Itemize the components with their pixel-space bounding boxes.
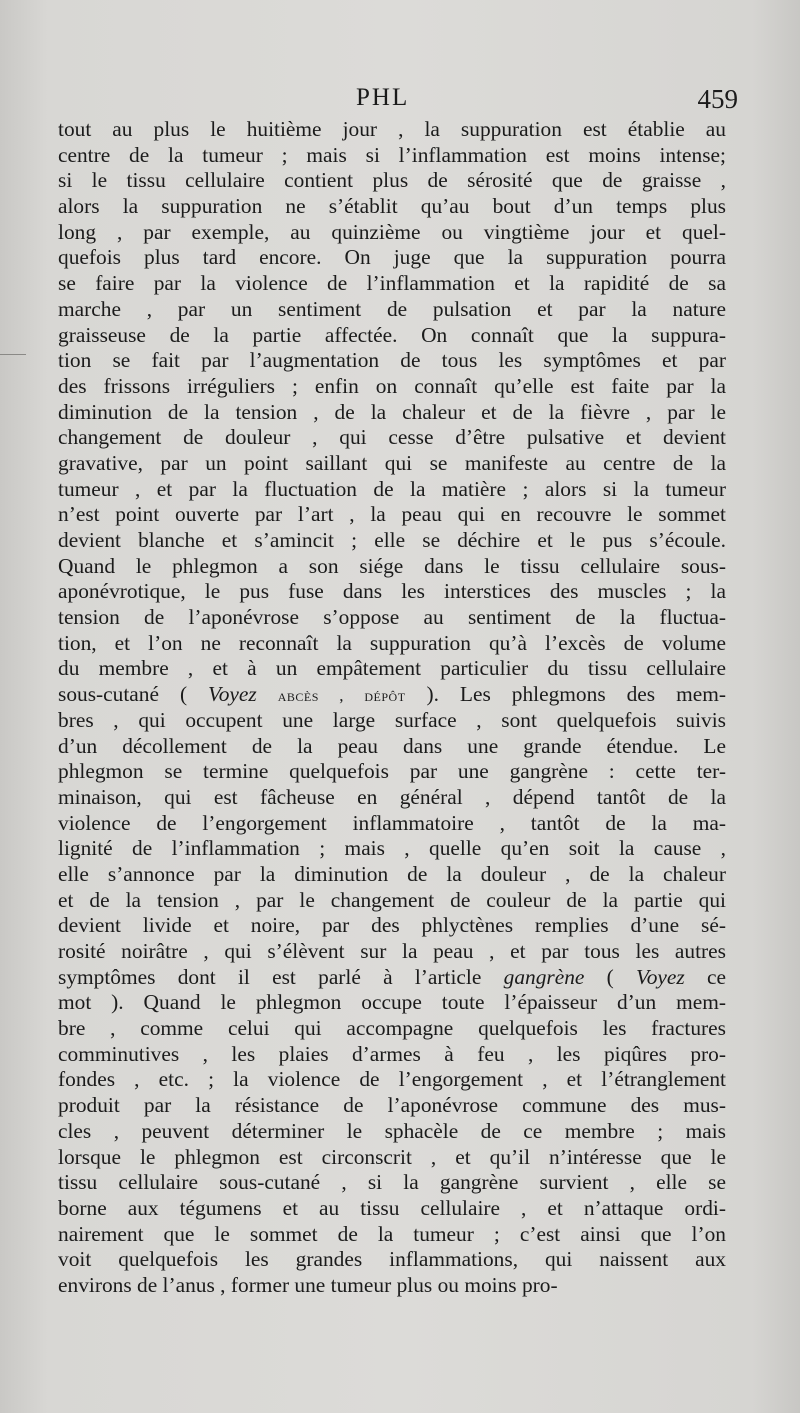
text-line: alors la suppuration ne s’établit qu’au bout d’un temps plus bbox=[58, 194, 726, 219]
text-line: tissu cellulaire sous-cutané , si la gangrène survient , elle se bbox=[58, 1170, 726, 1195]
text-fragment: ce bbox=[684, 964, 726, 989]
text-fragment: ). Les phlegmons des mem- bbox=[405, 682, 726, 707]
text-fragment: sous-cutané ( bbox=[58, 682, 209, 707]
text-line: tension de l’aponévrose s’oppose au sentiment de la fluctua- bbox=[58, 605, 726, 630]
text-line: tout au plus le huitième jour , la suppuration est établie au bbox=[58, 117, 726, 141]
text-line: changement de douleur , qui cesse d’être pulsative et devient bbox=[58, 425, 726, 450]
text-line: phlegmon se termine quelquefois par une gangrène : cette ter- bbox=[58, 759, 726, 784]
text-line: se faire par la violence de l’inflammation et la rapidité de sa bbox=[58, 271, 726, 296]
text-line: diminution de la tension , de la chaleur et de la fièvre , par le bbox=[58, 399, 726, 424]
text-line: comminutives , les plaies d’armes à feu , les piqûres pro- bbox=[58, 1041, 726, 1066]
text-line: bre , comme celui qui accompagne quelquefois les fractures bbox=[58, 1016, 726, 1041]
text-line: voit quelquefois les grandes inflammations, qui naissent aux bbox=[58, 1247, 726, 1272]
text-line: n’est point ouverte par l’art , la peau qui en recouvre le sommet bbox=[58, 502, 726, 527]
text-line: borne aux tégumens et au tissu cellulaire , et n’attaque ordi- bbox=[58, 1195, 726, 1220]
text-line: graisseuse de la partie affectée. On connaît que la suppura- bbox=[58, 322, 726, 347]
page-header bbox=[0, 84, 800, 118]
text-line: bres , qui occupent une large surface , sont quelquefois suivis bbox=[58, 707, 726, 732]
text-line: violence de l’engorgement inflammatoire , tantôt de la ma- bbox=[58, 810, 726, 835]
text-line: tumeur , et par la fluctuation de la matière ; alors si la tumeur bbox=[58, 476, 726, 501]
text-line bbox=[58, 965, 726, 991]
text-line: tion, et l’on ne reconnaît la suppuration qu’à l’excès de volume bbox=[58, 630, 726, 655]
body-text bbox=[58, 117, 726, 1299]
cross-reference-terms: abcès , dépôt bbox=[277, 686, 406, 706]
article-term: gangrène bbox=[503, 964, 585, 989]
page-number: 459 bbox=[697, 84, 738, 114]
text-fragment: symptômes dont il est parlé à l’article bbox=[58, 964, 504, 989]
text-line: et de la tension , par le changement de couleur de la partie qui bbox=[58, 887, 726, 912]
text-line: mot ). Quand le phlegmon occupe toute l’épaisseur d’un mem- bbox=[58, 990, 726, 1015]
text-line: environs de l’anus , former une tumeur plus ou moins pro- bbox=[58, 1272, 558, 1297]
text-line: gravative, par un point saillant qui se manifeste au centre de la bbox=[58, 450, 726, 475]
text-fragment: ( bbox=[584, 964, 637, 989]
running-head: PHL bbox=[356, 84, 410, 111]
text-line: lorsque le phlegmon est circonscrit , et qu’il n’intéresse que le bbox=[58, 1144, 726, 1169]
text-line: produit par la résistance de l’aponévrose commune des mus- bbox=[58, 1093, 726, 1118]
text-line: lignité de l’inflammation ; mais , quelle qu’en soit la cause , bbox=[58, 836, 726, 861]
voyez-reference: Voyez bbox=[208, 682, 257, 707]
text-line: cles , peuvent déterminer le sphacèle de ce membre ; mais bbox=[58, 1118, 726, 1143]
text-line: si le tissu cellulaire contient plus de sérosité que de graisse , bbox=[58, 168, 726, 193]
text-line: du membre , et à un empâtement particulier du tissu cellulaire bbox=[58, 656, 726, 681]
text-line: quefois plus tard encore. On juge que la suppuration pourra bbox=[58, 245, 726, 270]
text-line bbox=[58, 682, 726, 708]
text-line: Quand le phlegmon a son siége dans le tissu cellulaire sous- bbox=[58, 553, 726, 578]
text-line: des frissons irréguliers ; enfin on connaît qu’elle est faite par la bbox=[58, 373, 726, 398]
text-line: rosité noirâtre , qui s’élèvent sur la peau , et par tous les autres bbox=[58, 939, 726, 963]
margin-mark bbox=[0, 354, 26, 355]
text-line: marche , par un sentiment de pulsation et par la nature bbox=[58, 296, 726, 321]
text-line: fondes , etc. ; la violence de l’engorgement , et l’étranglement bbox=[58, 1067, 726, 1092]
text-line: long , par exemple, au quinzième ou vingtième jour et quel- bbox=[58, 219, 726, 244]
text-line: tion se fait par l’augmentation de tous les symptômes et par bbox=[58, 348, 726, 373]
text-line: devient livide et noire, par des phlyctènes remplies d’une sé- bbox=[58, 913, 726, 938]
text-line: minaison, qui est fâcheuse en général , dépend tantôt de la bbox=[58, 784, 726, 809]
text-line: devient blanche et s’amincit ; elle se déchire et le pus s’écoule. bbox=[58, 528, 726, 552]
text-line: nairement que le sommet de la tumeur ; c’est ainsi que l’on bbox=[58, 1221, 726, 1246]
text-line: d’un décollement de la peau dans une grande étendue. Le bbox=[58, 733, 726, 758]
voyez-reference: Voyez bbox=[636, 964, 685, 989]
text-line: aponévrotique, le pus fuse dans les interstices des muscles ; la bbox=[58, 579, 726, 604]
text-line: elle s’annonce par la diminution de la douleur , de la chaleur bbox=[58, 861, 726, 886]
text-line: centre de la tumeur ; mais si l’inflammation est moins intense; bbox=[58, 142, 726, 167]
